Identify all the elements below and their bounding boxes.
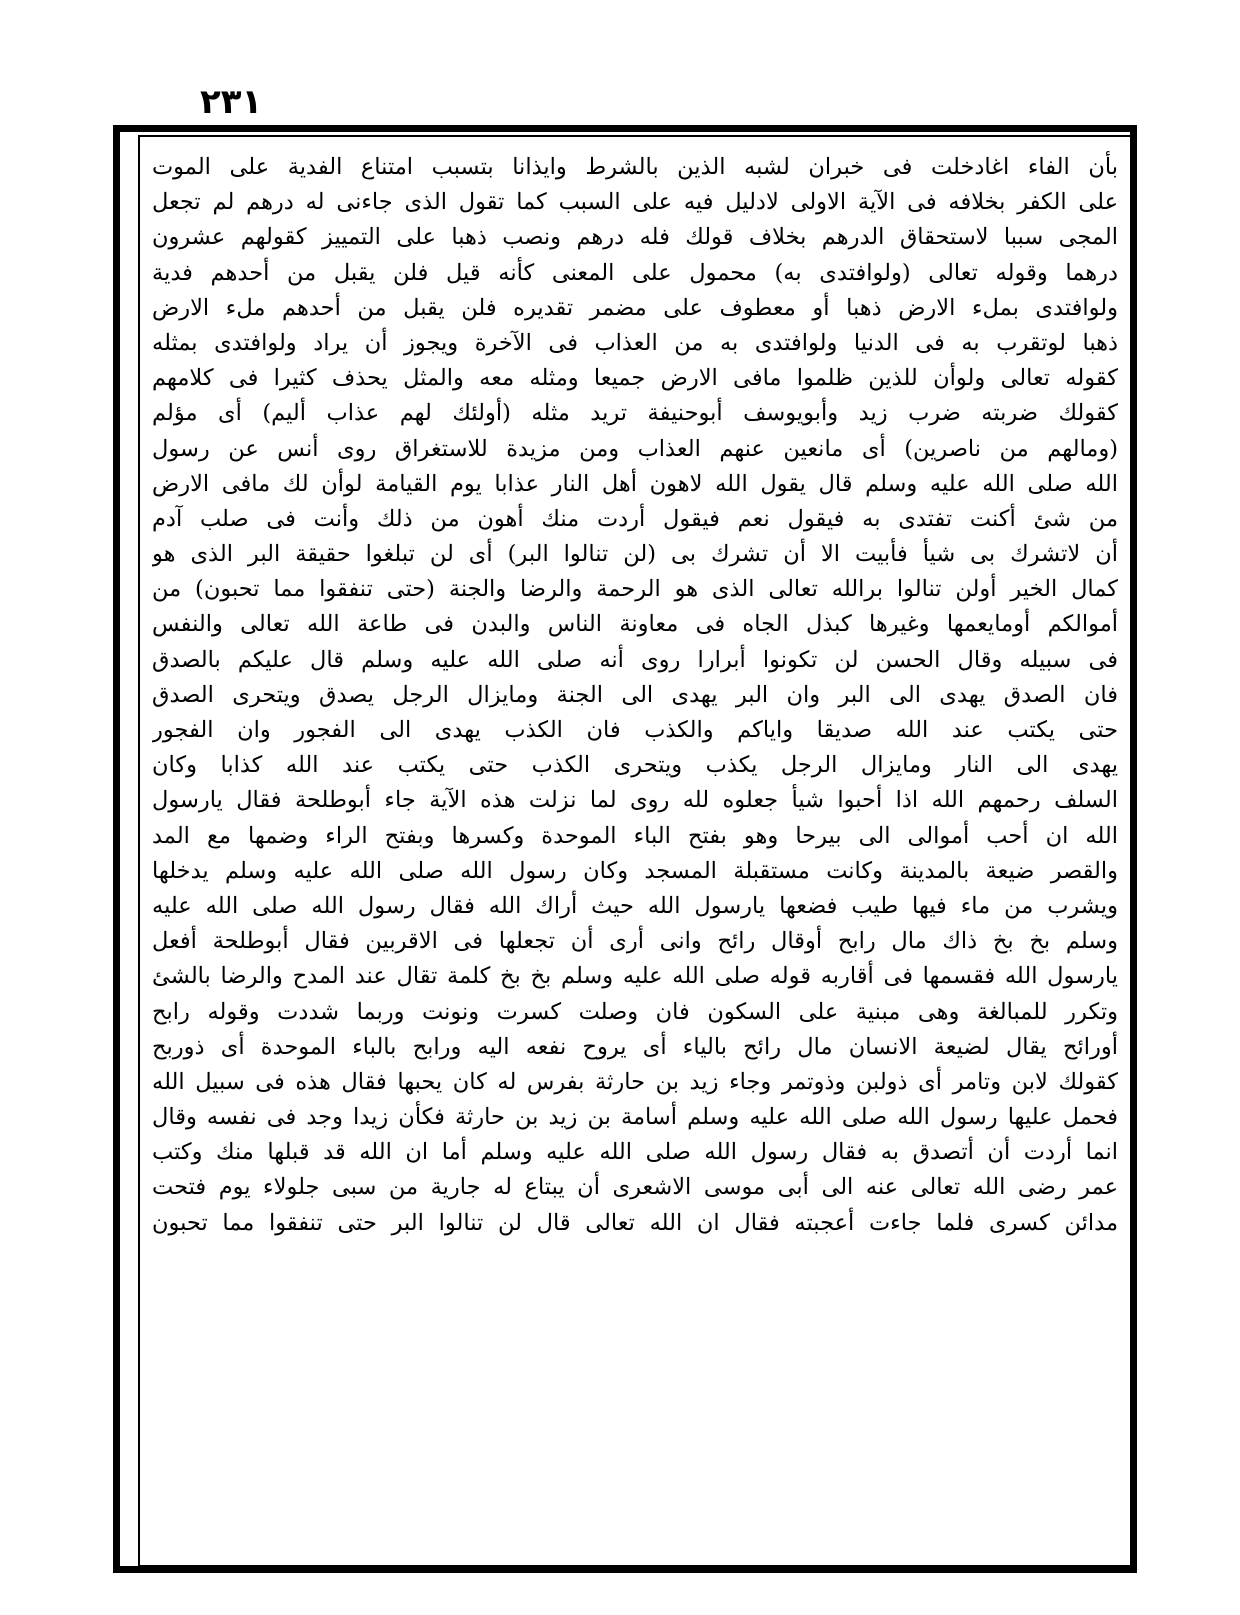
text-line: يارسول الله فقسمها فى أقاربه قوله صلى الله عليه وسلم بخ بخ كلمة تقال عند المدح والرضا بالشئ xyxy=(152,963,1118,990)
page-number: ٢٣١ xyxy=(200,82,263,122)
text-line: أموالكم أومايعمها وغيرها كبذل الجاه فى معاونة الناس والبدن فى طاعة الله تعالى والنفس xyxy=(152,611,1118,638)
text-line: بأن الفاء اغادخلت فى خبران لشبه الذين بالشرط وايذانا بتسبب امتناع الفدية على الموت xyxy=(152,154,1118,180)
text-line: المجى سببا لاستحقاق الدرهم بخلاف قولك فله درهم ونصب ذهبا على التمييز كقولهم عشرون xyxy=(152,224,1118,251)
text-line: أن لاتشرك بى شيأ فأبيت الا أن تشرك بى (لن تنالوا البر) أى لن تبلغوا حقيقة البر الذى هو xyxy=(152,541,1118,568)
text-line: الله ان أحب أموالى الى بيرحا وهو بفتح الباء الموحدة وكسرها وبفتح الراء وضمها مع المد xyxy=(152,822,1118,849)
text-line: أورائح يقال لضيعة الانسان مال رائح بالياء أى يروح نفعه اليه ورابح بالباء الموحدة أى ذوربح xyxy=(152,1033,1118,1060)
text-line: كقولك لابن وتامر أى ذولبن وذوتمر وجاء زيد بن حارثة بفرس له كان يحبها فقال هذه فى سبيل الله xyxy=(152,1068,1118,1095)
text-line: على الكفر بخلافه فى الآية الاولى لادليل فيه على السبب كما تقول الذى جاءنى له درهم لم تجعل xyxy=(152,189,1118,216)
text-line: وسلم بخ بخ ذاك مال رابح أوقال رائح وانى أرى أن تجعلها فى الاقربين فقال أبوطلحة أفعل xyxy=(152,928,1118,955)
text-line: يهدى الى النار ومايزال الرجل يكذب ويتحرى الكذب حتى يكتب عند الله كذابا وكان xyxy=(152,752,1118,779)
text-line: انما أردت أن أتصدق به فقال رسول الله صلى الله عليه وسلم أما ان الله قد قبلها منك وكتب xyxy=(152,1139,1118,1166)
text-line: فحمل عليها رسول الله صلى الله عليه وسلم أسامة بن زيد بن حارثة فكأن زيدا وجد فى نفسه وقال xyxy=(152,1104,1118,1131)
text-line: والقصر ضيعة بالمدينة وكانت مستقبلة المسجد وكان رسول الله صلى الله عليه وسلم يدخلها xyxy=(152,857,1118,884)
text-line: كقولك ضربته ضرب زيد وأبويوسف أبوحنيفة تريد مثله (أولئك لهم عذاب أليم) أى مؤلم xyxy=(152,400,1118,427)
text-line: ولوافتدى بملء الارض ذهبا أو معطوف على مضمر تقديره فلن يقبل من أحدهم ملء الارض xyxy=(152,294,1118,321)
text-line: السلف رحمهم الله اذا أحبوا شيأ جعلوه لله روى لما نزلت هذه الآية جاء أبوطلحة فقال يارسول xyxy=(152,787,1118,814)
text-line: كقوله تعالى ولوأن للذين ظلموا مافى الارض جميعا ومثله معه والمثل يحذف كثيرا فى كلامهم xyxy=(152,365,1118,392)
text-line: ذهبا لوتقرب به فى الدنيا ولوافتدى به من العذاب فى الآخرة ويجوز أن يراد ولوافتدى بمثله xyxy=(152,329,1118,356)
text-line: مدائن كسرى فلما جاءت أعجبته فقال ان الله تعالى قال لن تنالوا البر حتى تنفقوا مما تحبون xyxy=(152,1209,1118,1236)
text-line: فى سبيله وقال الحسن لن تكونوا أبرارا روى أنه صلى الله عليه وسلم قال عليكم بالصدق xyxy=(152,646,1118,673)
text-line: كمال الخير أولن تنالوا برالله تعالى الذى هو الرحمة والرضا والجنة (حتى تنفقوا مما تحبون) من xyxy=(152,576,1118,603)
text-line: الله صلى الله عليه وسلم قال يقول الله لاهون أهل النار عذابا يوم القيامة لوأن لك مافى الارض xyxy=(152,470,1118,497)
text-line: وتكرر للمبالغة وهى مبنية على السكون فان وصلت كسرت ونونت وربما شددت وقوله رابح xyxy=(152,998,1118,1025)
text-line: (ومالهم من ناصرين) أى مانعين عنهم العذاب ومن مزيدة للاستغراق روى أنس عن رسول xyxy=(152,435,1118,462)
text-line: عمر رضى الله تعالى عنه الى أبى موسى الاشعرى أن يبتاع له جارية من سبى جلولاء يوم فتحت xyxy=(152,1174,1118,1201)
text-line: درهما وقوله تعالى (ولوافتدى به) محمول على المعنى كأنه قيل فلن يقبل من أحدهم فدية xyxy=(152,259,1118,286)
text-line: من شئ أكنت تفتدى به فيقول نعم فيقول أردت منك أهون من ذلك وأنت فى صلب آدم xyxy=(152,505,1118,532)
text-line: حتى يكتب عند الله صديقا واياكم والكذب فان الكذب يهدى الى الفجور وان الفجور xyxy=(152,717,1118,743)
text-line: فان الصدق يهدى الى البر وان البر يهدى الى الجنة ومايزال الرجل يصدق ويتحرى الصدق xyxy=(152,681,1118,708)
text-block xyxy=(152,150,1118,1560)
text-line: ويشرب من ماء فيها طيب فضعها يارسول الله حيث أراك الله فقال رسول الله صلى الله عليه xyxy=(152,892,1118,919)
